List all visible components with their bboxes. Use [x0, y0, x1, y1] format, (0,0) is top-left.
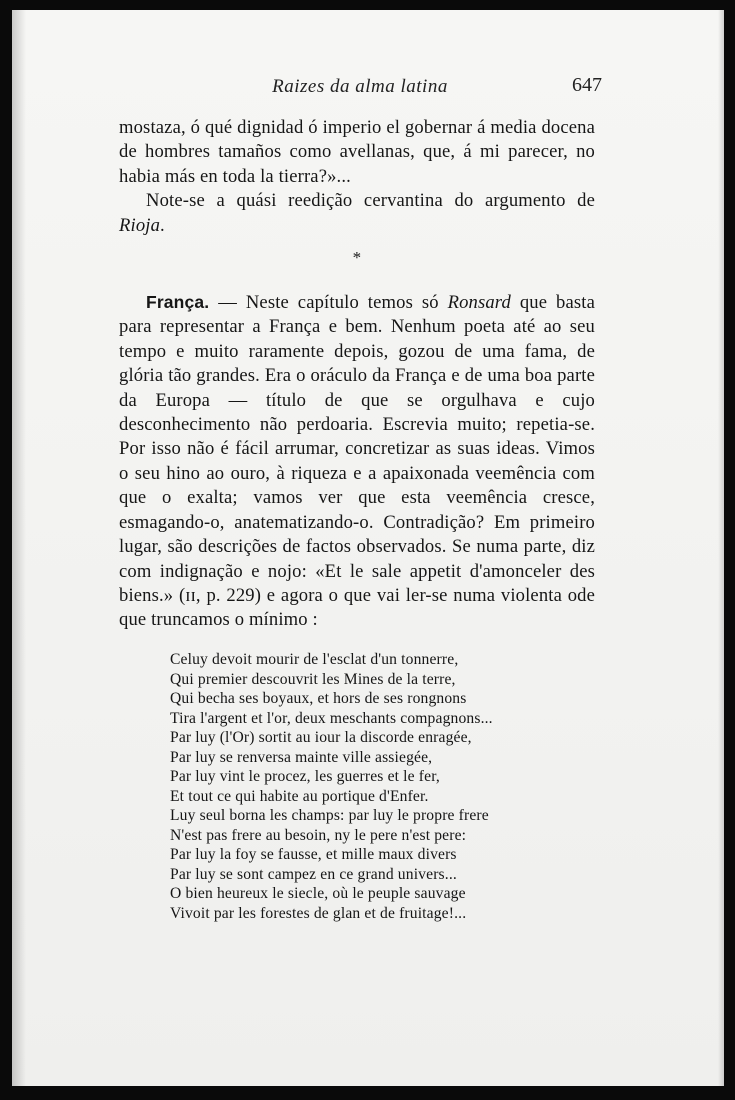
verse-line: Par luy vint le procez, les guerres et le fer,	[170, 768, 440, 785]
verse-line: Qui becha ses boyaux, et hors de ses rongnons	[170, 690, 467, 707]
verse-line: N'est pas frere au besoin, ny le pere n'est pere:	[170, 826, 467, 844]
verse-block	[170, 650, 600, 923]
paragraph-3	[119, 290, 595, 633]
paragraph-2-text: Note-se a quási reedição cervantina do argumento de	[146, 190, 595, 212]
paragraph-3-italic: Ronsard	[447, 292, 511, 314]
section-heading: França.	[146, 292, 210, 313]
verse-line: Celuy devoit mourir de l'esclat d'un tonnerre,	[170, 651, 459, 668]
section-ornament: *	[352, 248, 362, 268]
verse-line: Vivoit par les forestes de glan et de fruitage!...	[170, 904, 467, 922]
page-number: 647	[572, 74, 602, 96]
verse-line: Par luy se sont campez en ce grand univers...	[170, 865, 457, 883]
paragraph-2-end: .	[160, 214, 165, 236]
verse-line: Qui premier descouvrit les Mines de la terre,	[170, 670, 456, 688]
body-text	[119, 116, 595, 633]
paragraph-2-italic: Rioja	[119, 214, 161, 236]
running-title: Raizes da alma latina	[272, 76, 448, 97]
verse-line: Et tout ce qui habite au portique d'Enfer.	[170, 787, 429, 805]
paragraph-1: mostaza, ó qué dignidad ó imperio el gobernar á media docena de hombres tamaños como avellanas, que, á mi parecer, no habia más en toda la tierra?»...	[119, 117, 595, 187]
paragraph-3-text-b: que basta para representar a França e bem. Nenhum poeta até ao seu tempo e muito raramente depois, gozou de uma fama, de glória tão grandes. Era o oráculo da França e de uma boa parte da Europa — título de que se orgulhava e cujo desconhecimento não perdoaria. Escrevia muito; repetia-se. Por isso não é fácil arrumar, concretizar as suas ideas. Vimos o seu hino ao ouro, à riqueza e a apaixonada veemência com que o exalta; vamos ver que esta veemência cresce, esmagando-o, anatematizando-o. Contradição? Em primeiro lugar, são descrições de factos observados. Se numa parte, diz com indignação e nojo: «Et le sale appetit d'amonceler des biens.» (ɪɪ, p. 229) e agora o que vai ler-se numa violenta ode que truncamos o mínimo :	[119, 292, 595, 631]
verse-line: Par luy (l'Or) sortit au iour la discorde enragée,	[170, 729, 472, 746]
paragraph-3-text-a: — Neste capítulo temos só	[209, 292, 448, 314]
verse-line: Par luy la foy se fausse, et mille maux divers	[170, 846, 457, 863]
verse-line: Luy seul borna les champs: par luy le propre frere	[170, 807, 489, 824]
paragraph-2	[119, 189, 595, 238]
verse-line: Tira l'argent et l'or, deux meschants compagnons...	[170, 709, 493, 727]
verse-line: O bien heureux le siecle, où le peuple sauvage	[170, 885, 466, 902]
verse-line: Par luy se renversa mainte ville assiegée,	[170, 748, 433, 766]
